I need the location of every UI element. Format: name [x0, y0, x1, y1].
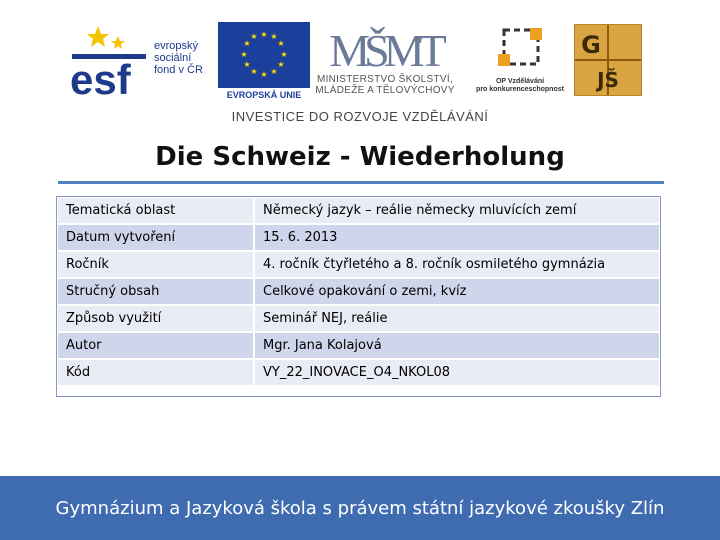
op-label-line: pro konkurenceschopnost — [476, 86, 564, 93]
op-logo — [474, 24, 566, 104]
eu-flag-icon — [218, 22, 310, 88]
footer-bar — [0, 476, 720, 540]
info-table — [56, 196, 661, 387]
table-row — [57, 197, 660, 224]
svg-text:★: ★ — [243, 60, 251, 69]
row-label: Tematická oblast — [57, 197, 254, 224]
op-label — [474, 78, 566, 94]
footer-text: Gymnázium a Jazyková škola s právem státní jazykové zkoušky Zlín — [55, 498, 665, 519]
row-label: Ročník — [57, 251, 254, 278]
row-value: Seminář NEJ, reálie — [254, 305, 660, 332]
esf-text-line: evropský — [154, 40, 199, 52]
table-row — [57, 359, 660, 386]
title-divider — [58, 181, 664, 184]
page-title: Die Schweiz - Wiederholung — [155, 142, 565, 172]
svg-text:★: ★ — [260, 70, 268, 79]
svg-text:MŠMT: MŠMT — [329, 25, 441, 74]
row-label: Datum vytvoření — [57, 224, 254, 251]
msmt-label — [310, 74, 460, 96]
svg-text:★: ★ — [250, 67, 258, 76]
op-mark-icon — [474, 24, 566, 78]
table-row — [57, 278, 660, 305]
svg-text:JŠ: JŠ — [597, 68, 619, 92]
msmt-mark-icon — [310, 18, 460, 74]
msmt-label-line: MINISTERSTVO ŠKOLSTVÍ, — [316, 74, 454, 85]
row-label: Způsob využití — [57, 305, 254, 332]
esf-logo — [68, 20, 208, 100]
logo-strip — [60, 14, 660, 124]
row-value: 15. 6. 2013 — [254, 224, 660, 251]
svg-text:★: ★ — [277, 39, 285, 48]
svg-text:★: ★ — [277, 60, 285, 69]
svg-text:★: ★ — [240, 50, 248, 59]
row-value: VY_22_INOVACE_O4_NKOL08 — [254, 359, 660, 386]
row-label: Kód — [57, 359, 254, 386]
row-value: 4. ročník čtyřletého a 8. ročník osmiletého gymnázia — [254, 251, 660, 278]
row-label: Autor — [57, 332, 254, 359]
esf-text — [154, 40, 203, 76]
svg-text:★: ★ — [260, 30, 268, 39]
op-label-line: OP Vzdělávání — [495, 78, 545, 85]
svg-text:★: ★ — [250, 32, 258, 41]
row-value: Mgr. Jana Kolajová — [254, 332, 660, 359]
msmt-logo — [310, 18, 460, 108]
svg-text:★: ★ — [243, 39, 251, 48]
row-value: Německý jazyk – reálie německy mluvících zemí — [254, 197, 660, 224]
esf-text-line: fond v ČR — [154, 64, 203, 76]
row-label: Stručný obsah — [57, 278, 254, 305]
esf-mark-icon — [68, 20, 158, 100]
table-row — [57, 224, 660, 251]
svg-text:★: ★ — [280, 50, 288, 59]
table-row — [57, 305, 660, 332]
svg-text:G: G — [581, 31, 601, 59]
esf-text-line: sociální — [154, 52, 192, 64]
tagline: INVESTICE DO ROZVOJE VZDĚLÁVÁNÍ — [231, 109, 489, 124]
svg-text:esf: esf — [70, 56, 131, 100]
eu-label: EVROPSKÁ UNIE — [226, 90, 302, 100]
row-value: Celkové opakování o zemi, kvíz — [254, 278, 660, 305]
msmt-label-line: MLÁDEŽE A TĚLOVÝCHOVY — [315, 85, 455, 96]
svg-text:★: ★ — [270, 32, 278, 41]
svg-text:★: ★ — [270, 67, 278, 76]
table-row — [57, 332, 660, 359]
eu-logo — [218, 22, 310, 104]
table-row — [57, 251, 660, 278]
gjs-logo — [574, 24, 642, 96]
